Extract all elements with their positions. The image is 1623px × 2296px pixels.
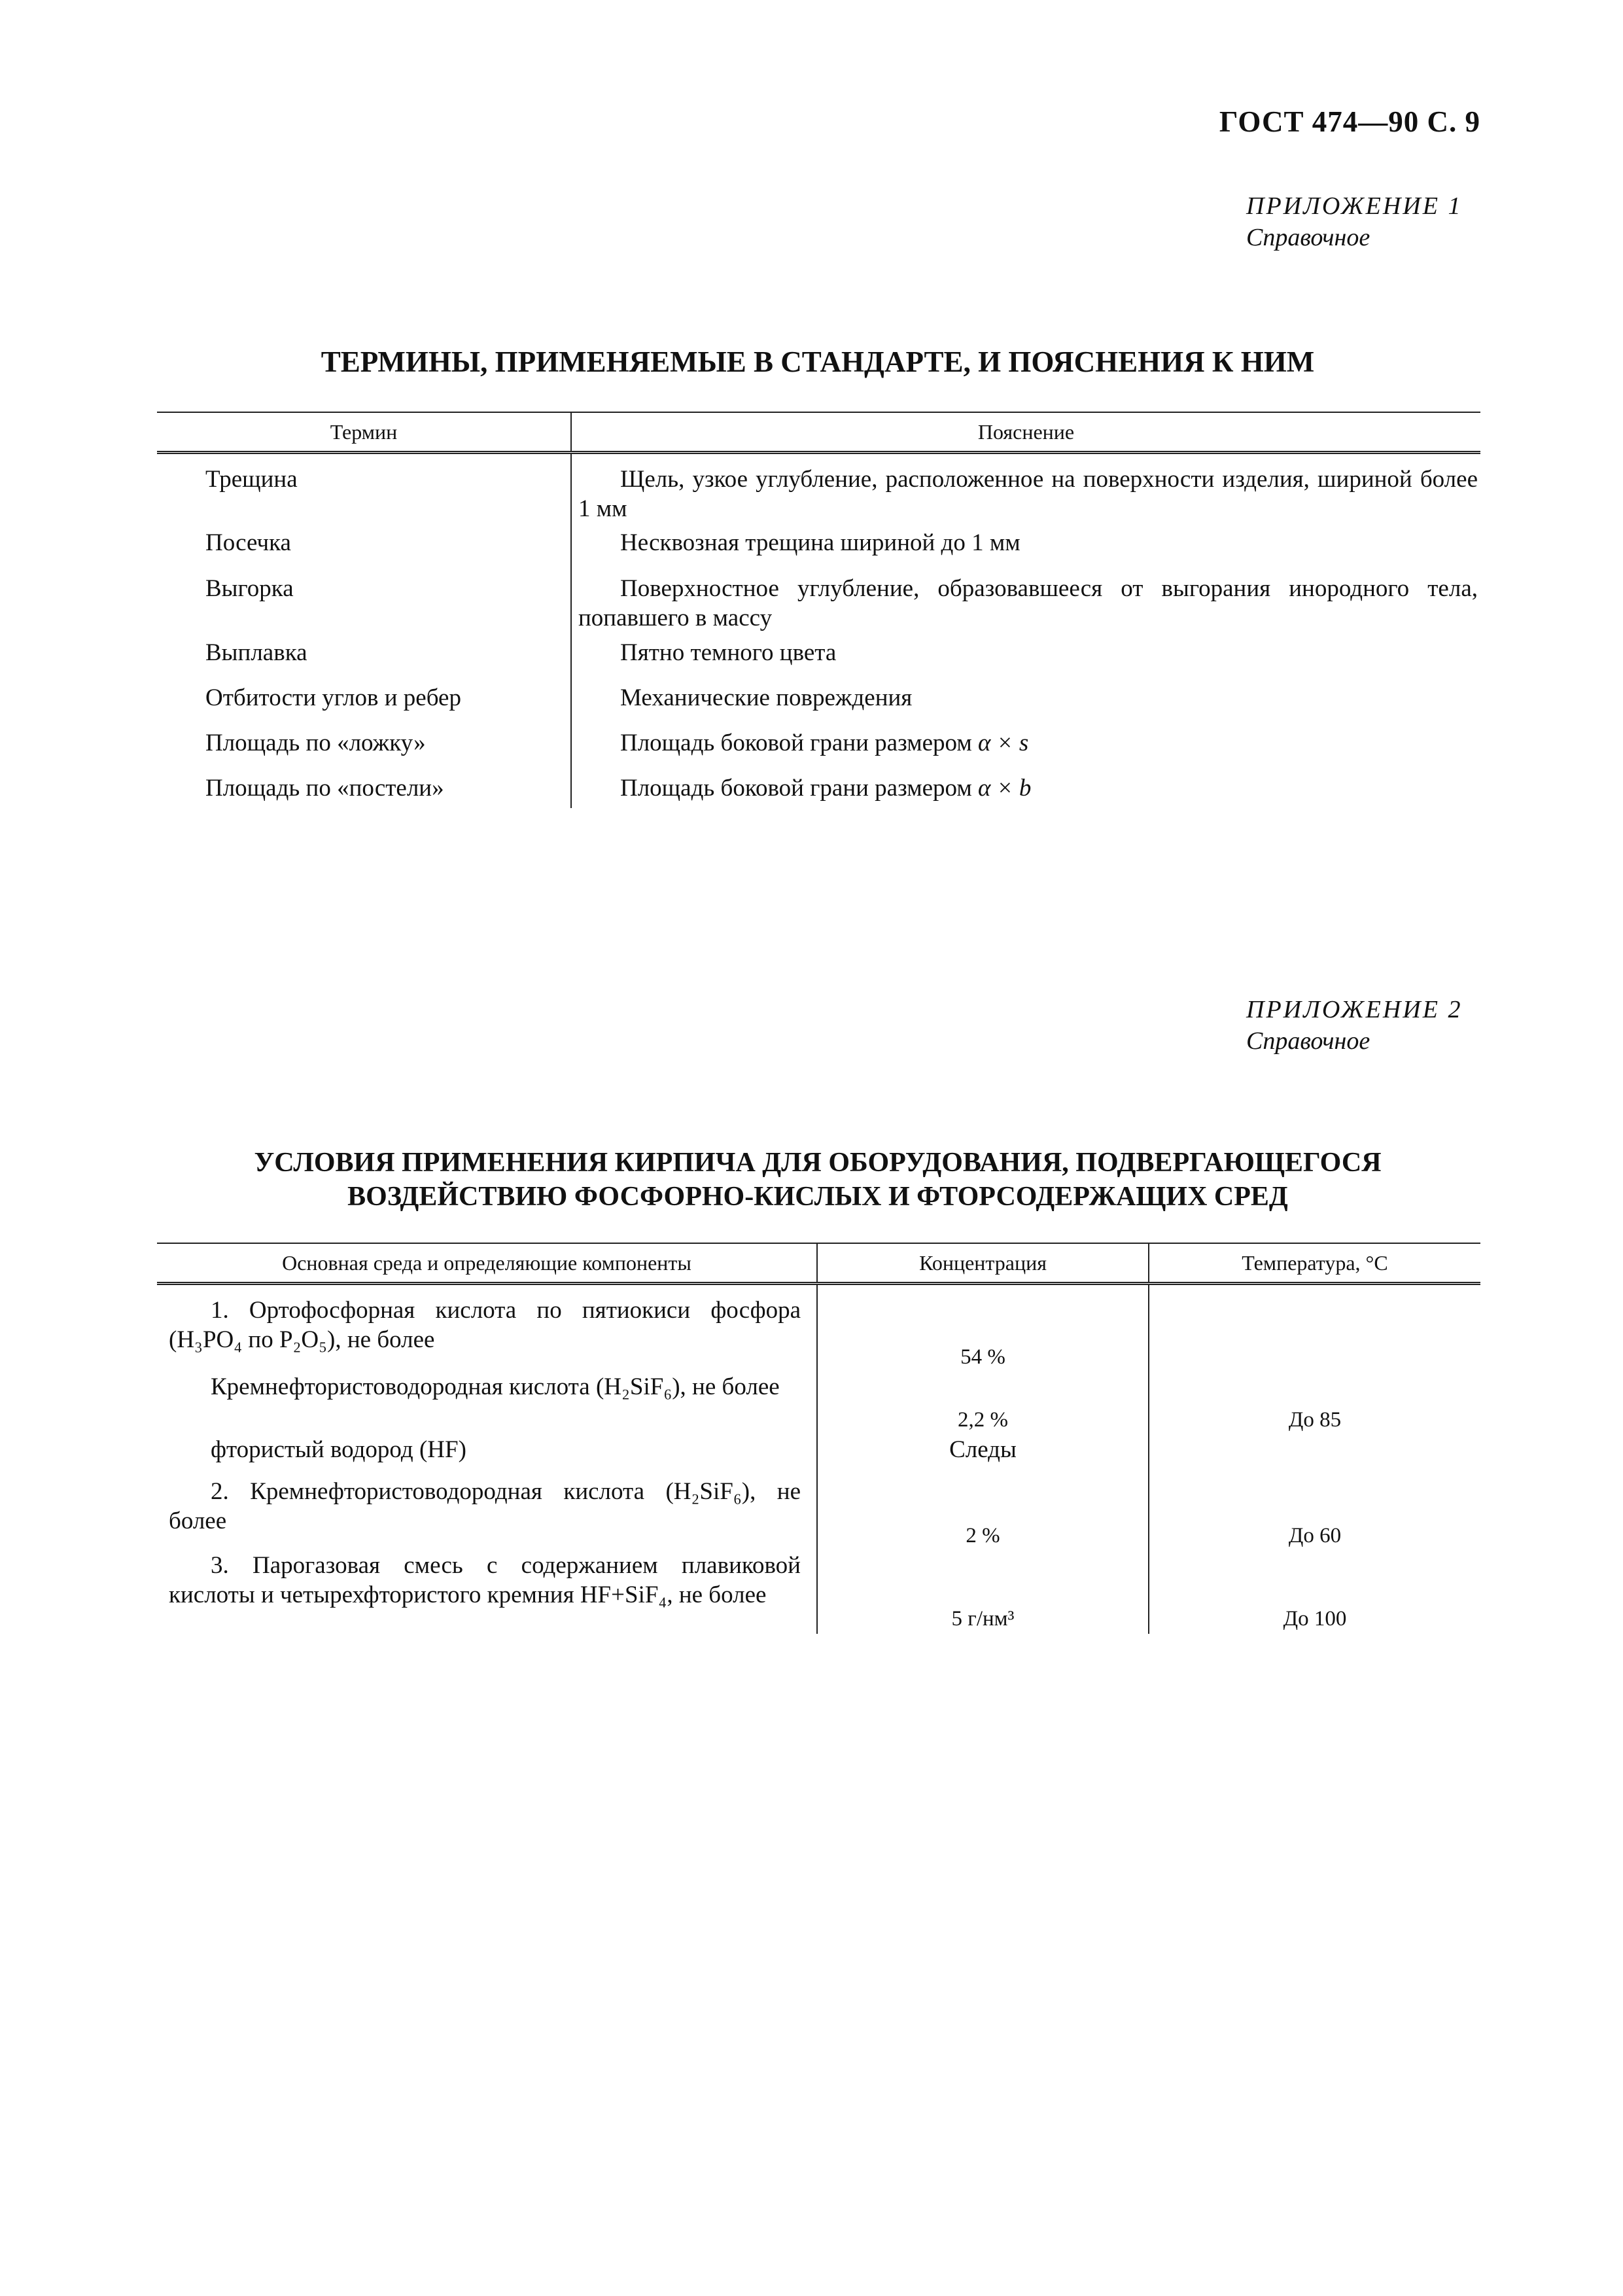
term-cell: Посечка: [205, 529, 291, 556]
term-cell: Выплавка: [205, 639, 307, 666]
terms-table: [157, 412, 1480, 808]
term-cell: Отбитости углов и ребер: [205, 684, 461, 711]
page-header: ГОСТ 474—90 С. 9: [1219, 105, 1480, 138]
table-row: [157, 728, 1480, 773]
column-header-environment: Основная среда и определяющие компоненты: [157, 1243, 817, 1284]
term-cell: Площадь по «постели»: [205, 775, 444, 802]
table-row: [157, 773, 1480, 808]
explanation-cell: [571, 574, 1480, 638]
appendix-1-label-block: [1246, 190, 1462, 253]
explanation-text: Несквозная трещина шириной до 1 мм: [620, 529, 1021, 556]
explanation-text: Пятно темного цвета: [620, 639, 837, 666]
column-header-temperature: Температура, °С: [1149, 1243, 1480, 1284]
environment-cell: Кремнефтористоводородная кислота (H₂SiF₆), не более: [211, 1373, 780, 1400]
appendix-2-label: ПРИЛОЖЕНИЕ 2: [1246, 996, 1463, 1023]
temperature-cell: [1149, 1435, 1480, 1477]
concentration-cell: 2,2 %: [817, 1372, 1149, 1435]
table-row: [157, 683, 1480, 728]
appendix-2-title-line-1: УСЛОВИЯ ПРИМЕНЕНИЯ КИРПИЧА ДЛЯ ОБОРУДОВАНИЯ, ПОДВЕРГАЮЩЕГОСЯ: [254, 1148, 1382, 1178]
table-row: [157, 638, 1480, 683]
concentration-cell: 54 %: [817, 1284, 1149, 1373]
explanation-cell: [571, 453, 1480, 529]
table-row: [157, 528, 1480, 574]
dimension-formula: α × s: [978, 730, 1029, 756]
column-header-explanation: Пояснение: [571, 412, 1480, 453]
column-header-concentration: Концентрация: [817, 1243, 1149, 1284]
concentration-cell: 5 г/нм³: [817, 1551, 1149, 1634]
environment-cell: 3. Парогазовая смесь с содержанием плавиковой кислоты и четырехфтористого кремния HF+SiF₄, не более: [169, 1552, 801, 1608]
explanation-cell: [571, 728, 1480, 773]
concentration-cell: 2 %: [817, 1477, 1149, 1551]
appendix-2-title-line-2: ВОЗДЕЙСТВИЮ ФОСФОРНО-КИСЛЫХ И ФТОРСОДЕРЖАЩИХ СРЕД: [347, 1182, 1288, 1212]
environment-cell: фтористый водород (HF): [211, 1436, 466, 1463]
temperature-cell: До 85: [1149, 1372, 1480, 1435]
concentration-cell: Следы: [817, 1435, 1149, 1477]
column-header-term: Термин: [157, 412, 571, 453]
appendix-1-title: ТЕРМИНЫ, ПРИМЕНЯЕМЫЕ В СТАНДАРТЕ, И ПОЯСНЕНИЯ К НИМ: [321, 345, 1315, 378]
explanation-cell: [571, 638, 1480, 683]
table-row: [157, 1372, 1480, 1435]
table-row: [157, 453, 1480, 529]
table-row: [157, 1435, 1480, 1477]
temperature-cell: [1149, 1284, 1480, 1373]
explanation-text: Площадь боковой грани размером: [620, 775, 972, 802]
appendix-1-label: ПРИЛОЖЕНИЕ 1: [1246, 192, 1463, 220]
terms-table-header: [157, 412, 1480, 453]
table-row: [157, 1284, 1480, 1373]
appendix-1-type: Справочное: [1246, 224, 1370, 251]
conditions-table: [157, 1243, 1480, 1634]
explanation-text: Щель, узкое углубление, расположенное на поверхности изделия, шириной более 1 мм: [578, 466, 1478, 522]
temperature-cell: До 100: [1149, 1551, 1480, 1634]
appendix-2-type: Справочное: [1246, 1027, 1370, 1055]
explanation-cell: [571, 773, 1480, 808]
temperature-cell: До 60: [1149, 1477, 1480, 1551]
explanation-text: Механические повреждения: [620, 684, 913, 711]
term-cell: Площадь по «ложку»: [205, 730, 426, 756]
explanation-text: Площадь боковой грани размером: [620, 730, 972, 756]
explanation-cell: [571, 528, 1480, 574]
table-row: [157, 1551, 1480, 1634]
appendix-2-title: [157, 1146, 1478, 1214]
table-row: [157, 574, 1480, 638]
environment-cell: 1. Ортофосфорная кислота по пятиокиси фосфора (H₃PO₄ по P₂O₅), не более: [169, 1297, 801, 1353]
table-row: [157, 1477, 1480, 1551]
appendix-2-label-block: [1246, 994, 1462, 1057]
explanation-cell: [571, 683, 1480, 728]
term-cell: Трещина: [205, 466, 298, 493]
conditions-table-header: [157, 1243, 1480, 1284]
term-cell: Выгорка: [205, 575, 294, 602]
explanation-text: Поверхностное углубление, образовавшееся от выгорания инородного тела, попавшего в массу: [578, 575, 1478, 631]
environment-cell: 2. Кремнефтористоводородная кислота (H₂SiF₆), не более: [169, 1478, 801, 1534]
dimension-formula: α × b: [978, 775, 1032, 802]
